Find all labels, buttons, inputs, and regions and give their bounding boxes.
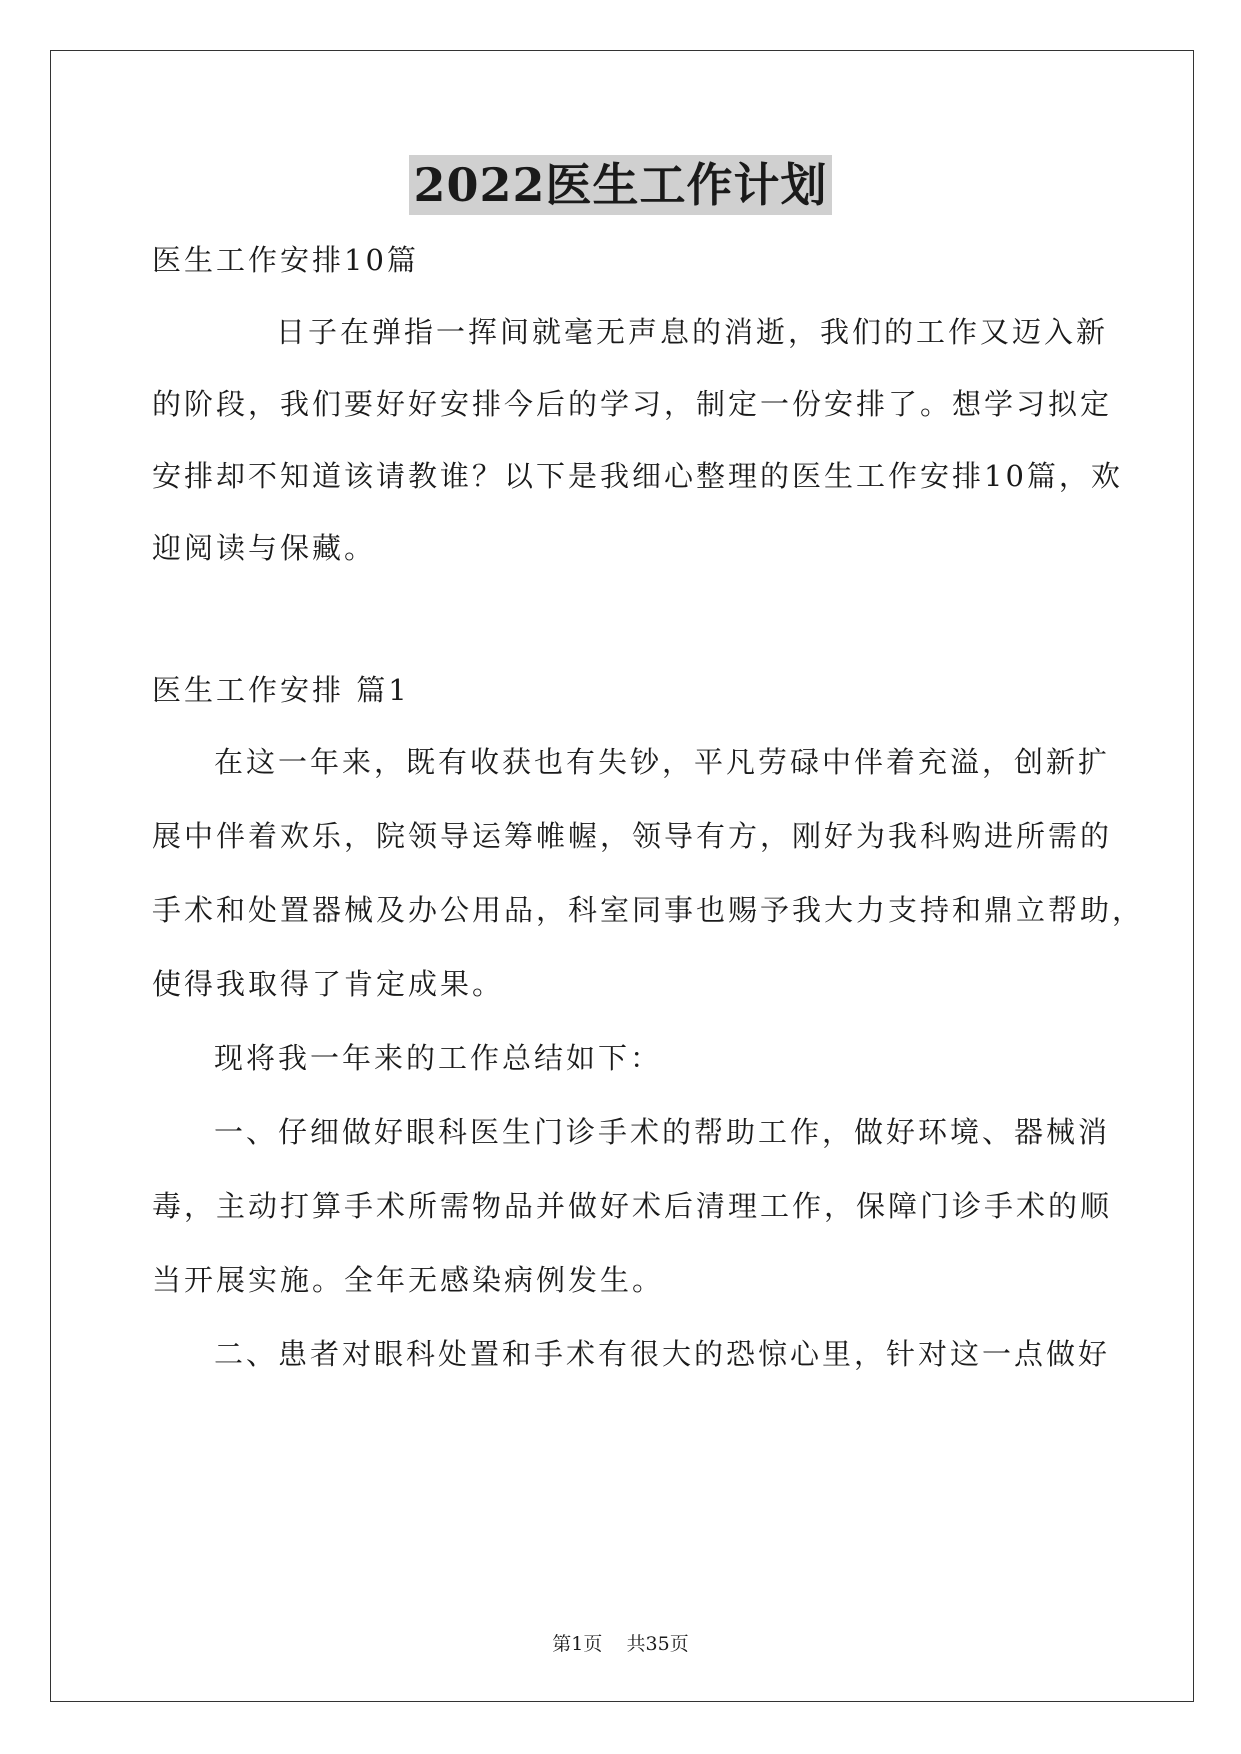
intro-line: 的阶段，我们要好好安排今后的学习，制定一份安排了。想学习拟定 [152, 387, 1113, 421]
section-line: 毒，主动打算手术所需物品并做好术后清理工作，保障门诊手术的顺 [152, 1189, 1113, 1223]
title-container [0, 155, 1241, 215]
intro-line: 日子在弹指一挥间就毫无声息的消逝，我们的工作又迈入新 [276, 315, 1109, 349]
intro-line: 迎阅读与保藏。 [152, 531, 377, 565]
section-line: 在这一年来，既有收获也有失钞，平凡劳碌中伴着充溢，创新扩 [214, 745, 1111, 779]
section-heading: 医生工作安排 篇1 [152, 673, 410, 707]
section-line: 现将我一年来的工作总结如下： [214, 1041, 663, 1075]
section-line: 二、患者对眼科处置和手术有很大的恐惊心里，针对这一点做好 [214, 1337, 1111, 1371]
section-line: 一、仔细做好眼科医生门诊手术的帮助工作，做好环境、器械消 [214, 1115, 1111, 1149]
intro-line: 安排却不知道该请教谁？以下是我细心整理的医生工作安排10篇，欢 [152, 459, 1123, 493]
page-number-footer: 第1页 共35页 [552, 1633, 689, 1655]
document-title: 2022医生工作计划 [409, 155, 831, 215]
page-border [50, 50, 1194, 1702]
section-line: 使得我取得了肯定成果。 [152, 967, 505, 1001]
section-line: 当开展实施。全年无感染病例发生。 [152, 1263, 665, 1297]
subtitle: 医生工作安排10篇 [152, 243, 419, 277]
section-line: 手术和处置器械及办公用品，科室同事也赐予我大力支持和鼎立帮助， [152, 893, 1145, 927]
section-line: 展中伴着欢乐，院领导运筹帷幄，领导有方，刚好为我科购进所需的 [152, 819, 1113, 853]
